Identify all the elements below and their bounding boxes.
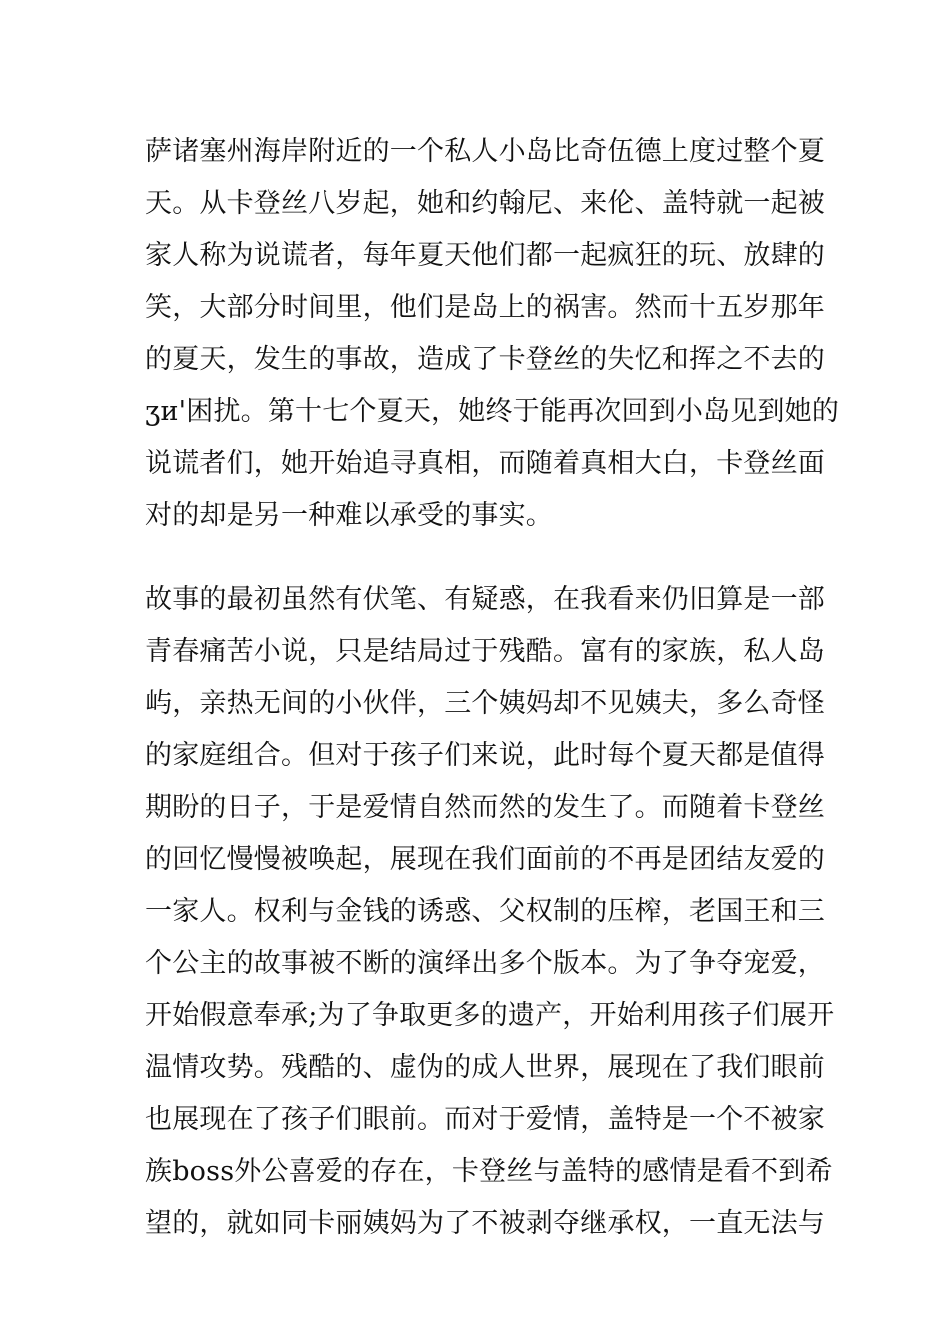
text-line: 故事的最初虽然有伏笔、有疑惑，在我看来仍旧算是一部 [145,584,825,615]
text-line: 青春痛苦小说，只是结局过于残酷。富有的家族，私人岛 [145,636,825,667]
text-line: ʒи'困扰。第十七个夏天，她终于能再次回到小岛见到她的 [145,396,840,427]
text-line: 开始假意奉承;为了争取更多的遗产，开始利用孩子们展开 [145,1000,835,1031]
text-line: 个公主的故事被不断的演绎出多个版本。为了争夺宠爱， [145,948,825,979]
text-line: 期盼的日子，于是爱情自然而然的发生了。而随着卡登丝 [145,792,825,823]
text-line: 天。从卡登丝八岁起，她和约翰尼、来伦、盖特就一起被 [145,188,825,219]
text-line: 萨诸塞州海岸附近的一个私人小岛比奇伍德上度过整个夏 [145,136,825,167]
paragraph-1 [145,126,840,542]
text-line: 一家人。权利与金钱的诱惑、父权制的压榨，老国王和三 [145,896,825,927]
text-line: 说谎者们，她开始追寻真相，而随着真相大白，卡登丝面 [145,448,825,479]
text-line: 对的却是另一种难以承受的事实。 [145,500,553,531]
paragraph-2 [145,574,835,1250]
text-line: 的回忆慢慢被唤起，展现在我们面前的不再是团结友爱的 [145,844,825,875]
text-line: 的家庭组合。但对于孩子们来说，此时每个夏天都是值得 [145,740,825,771]
text-line: 笑，大部分时间里，他们是岛上的祸害。然而十五岁那年 [145,292,825,323]
text-line: 也展现在了孩子们眼前。而对于爱情，盖特是一个不被家 [145,1104,825,1135]
text-line: 的夏天，发生的事故，造成了卡登丝的失忆和挥之不去的 [145,344,825,375]
text-line: 家人称为说谎者，每年夏天他们都一起疯狂的玩、放肆的 [145,240,825,271]
text-line: 屿，亲热无间的小伙伴，三个姨妈却不见姨夫，多么奇怪 [145,688,825,719]
text-line: 族boss外公喜爱的存在，卡登丝与盖特的感情是看不到希 [145,1156,833,1187]
text-line: 望的，就如同卡丽姨妈为了不被剥夺继承权，一直无法与 [145,1208,825,1239]
text-line: 温情攻势。残酷的、虚伪的成人世界，展现在了我们眼前 [145,1052,825,1083]
